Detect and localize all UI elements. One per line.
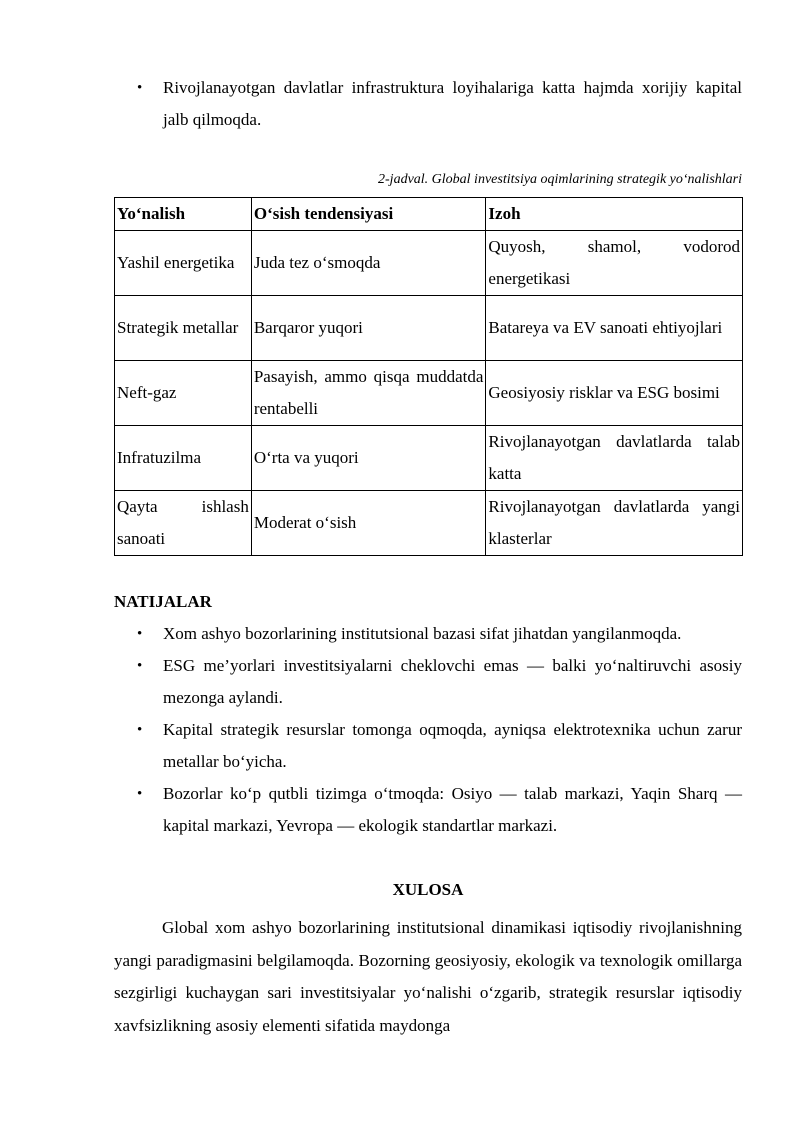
list-item bbox=[137, 778, 742, 842]
bullet-icon: • bbox=[137, 722, 143, 738]
table-row bbox=[115, 426, 743, 491]
table-cell: Moderat o‘sish bbox=[251, 491, 486, 556]
table-cell: Yashil energetika bbox=[115, 231, 252, 296]
bullet-text: Rivojlanayotgan davlatlar infrastruktura loyihalariga katta hajmda xorijiy kapital jalb qilmoqda. bbox=[163, 78, 742, 129]
bullet-text: Kapital strategik resurslar tomonga oqmoqda, ayniqsa elektrotexnika uchun zarur metallar bo‘yicha. bbox=[163, 720, 742, 771]
column-header: O‘sish tendensiyasi bbox=[251, 198, 486, 231]
table-caption: 2-jadval. Global investitsiya oqimlarining strategik yo‘nalishlari bbox=[378, 172, 742, 187]
table-cell: Infratuzilma bbox=[115, 426, 252, 491]
table-cell: Qayta ishlash sanoati bbox=[115, 491, 252, 556]
table-cell: Rivojlanayotgan davlatlarda talab katta bbox=[486, 426, 743, 491]
list-item bbox=[137, 72, 742, 136]
table-row bbox=[115, 296, 743, 361]
bullet-icon: • bbox=[137, 626, 143, 642]
intro-bullet-list bbox=[137, 72, 742, 136]
table-cell: Strategik metallar bbox=[115, 296, 252, 361]
bullet-text: Xom ashyo bozorlarining institutsional bazasi sifat jihatdan yangilanmoqda. bbox=[163, 624, 682, 643]
table-header-row bbox=[115, 198, 743, 231]
list-item bbox=[137, 714, 742, 778]
bullet-icon: • bbox=[137, 658, 143, 674]
table-cell: O‘rta va yuqori bbox=[251, 426, 486, 491]
table-row bbox=[115, 361, 743, 426]
table-cell: Quyosh, shamol, vodorod energetikasi bbox=[486, 231, 743, 296]
table-cell: Batareya va EV sanoati ehtiyojlari bbox=[486, 296, 743, 361]
bullet-text: ESG me’yorlari investitsiyalarni cheklovchi emas — balki yo‘naltiruvchi asosiy mezonga aylandi. bbox=[163, 656, 742, 707]
bullet-text: Bozorlar ko‘p qutbli tizimga o‘tmoqda: Osiyo — talab markazi, Yaqin Sharq — kapital markazi, Yevropa — ekologik standartlar markazi. bbox=[163, 784, 742, 835]
table-row bbox=[115, 491, 743, 556]
list-item bbox=[137, 618, 742, 650]
column-header: Izoh bbox=[486, 198, 743, 231]
investment-directions-table bbox=[114, 197, 743, 556]
list-item bbox=[137, 650, 742, 714]
table-cell: Neft-gaz bbox=[115, 361, 252, 426]
table-cell: Barqaror yuqori bbox=[251, 296, 486, 361]
column-header: Yo‘nalish bbox=[115, 198, 252, 231]
results-bullet-list bbox=[137, 618, 742, 842]
table-cell: Juda tez o‘smoqda bbox=[251, 231, 486, 296]
table-row bbox=[115, 231, 743, 296]
table-cell: Rivojlanayotgan davlatlarda yangi klasterlar bbox=[486, 491, 743, 556]
table-cell: Pasayish, ammo qisqa muddatda rentabelli bbox=[251, 361, 486, 426]
conclusion-heading: XULOSA bbox=[392, 880, 464, 899]
conclusion-paragraph: Global xom ashyo bozorlarining institutsional dinamikasi iqtisodiy rivojlanishning yangi paradigmasini belgilamoqda. Bozorning geosiyosiy, ekologik va texnologik omillarga sezgirligi kuchaygan sari investitsiyalar yo‘nalishi o‘zgarib, strategik resurslar iqtisodiy xavfsizlikning asosiy elementi sifatida maydonga bbox=[114, 918, 742, 1035]
table-cell: Geosiyosiy risklar va ESG bosimi bbox=[486, 361, 743, 426]
bullet-icon: • bbox=[137, 786, 143, 802]
results-heading: NATIJALAR bbox=[114, 592, 212, 611]
bullet-icon: • bbox=[137, 80, 143, 96]
